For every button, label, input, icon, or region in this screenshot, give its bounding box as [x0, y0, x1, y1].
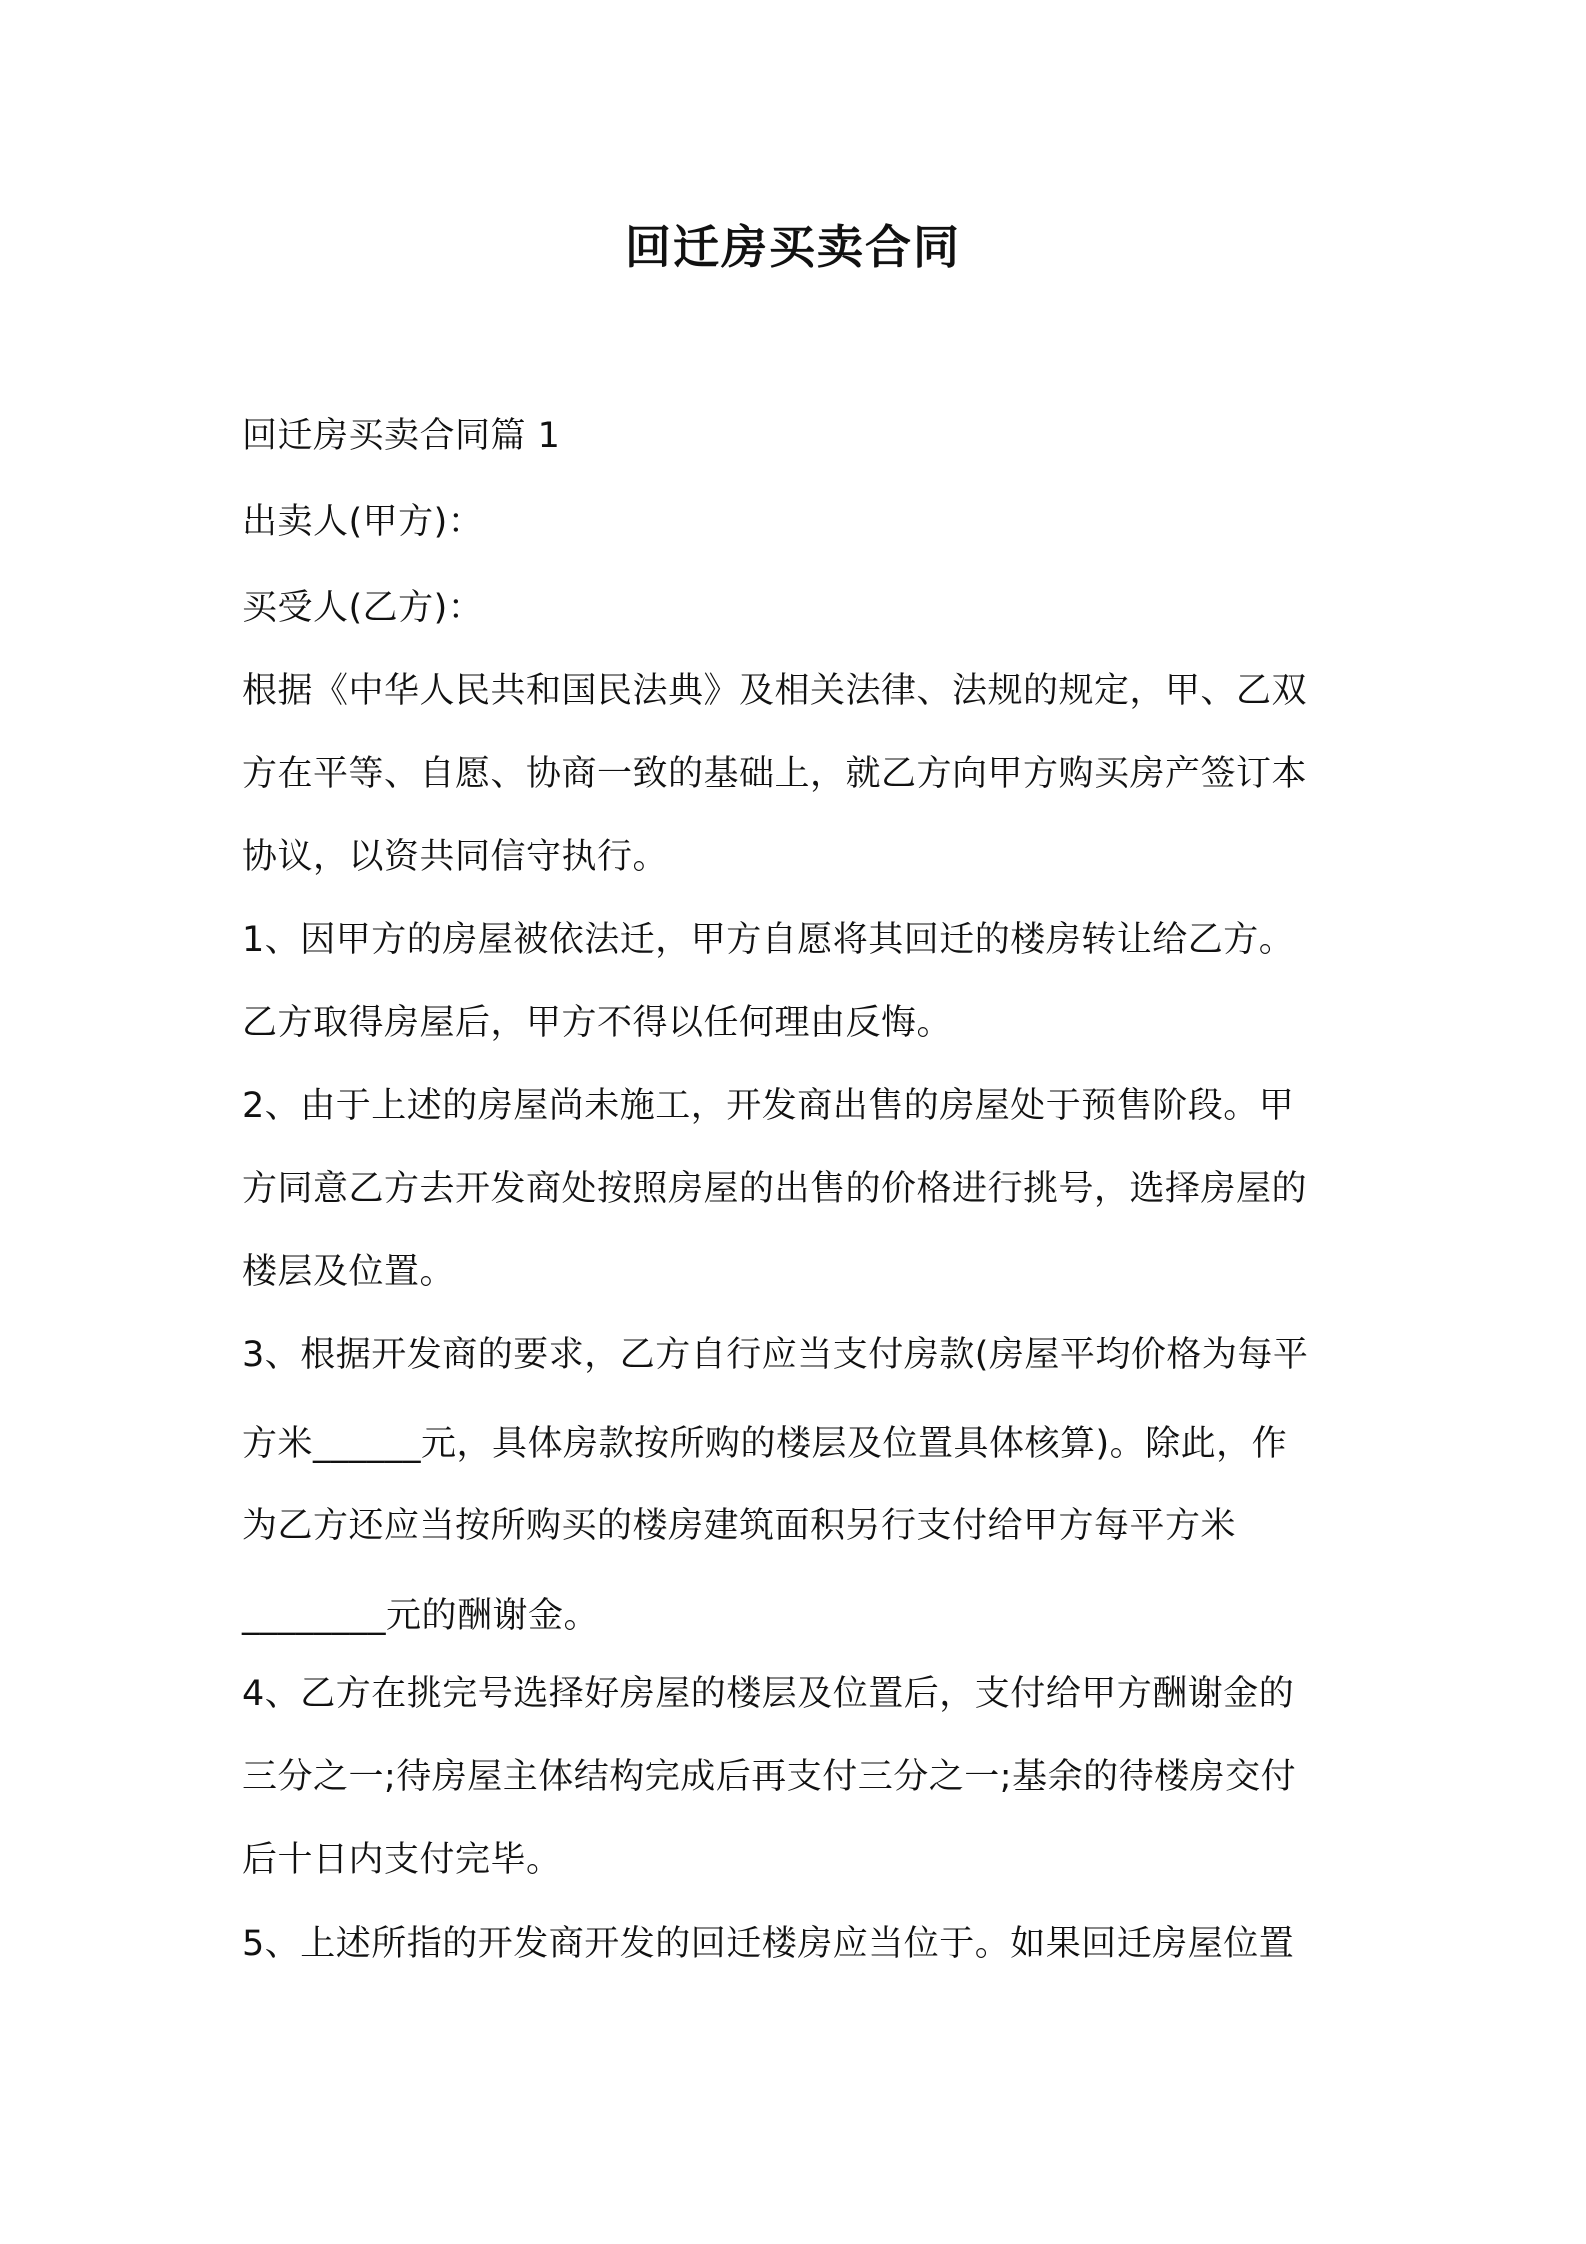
clause-4-line: 4、乙方在挑完号选择好房屋的楼层及位置后，支付给甲方酬谢金的 [242, 1674, 1295, 1714]
body-text-line: 协议，以资共同信守执行。 [242, 837, 669, 877]
clause-3-line: 为乙方还应当按所购买的楼房建筑面积另行支付给甲方每平方米 [242, 1506, 1237, 1546]
clause-2-line: 楼层及位置。 [242, 1252, 456, 1292]
clause-1-line: 乙方取得房屋后，甲方不得以任何理由反悔。 [242, 1003, 953, 1043]
clause-3-line: 方米______元，具体房款按所购的楼层及位置具体核算)。除此，作 [242, 1424, 1288, 1464]
clause-2-line: 方同意乙方去开发商处按照房屋的出售的价格进行挑号，选择房屋的 [242, 1169, 1308, 1209]
seller-line: 出卖人(甲方)： [242, 502, 484, 542]
clause-5-line: 5、上述所指的开发商开发的回迁楼房应当位于。如果回迁房屋位置 [242, 1924, 1295, 1964]
document-title: 回迁房买卖合同 [625, 220, 961, 274]
clause-4-line: 三分之一;待房屋主体结构完成后再支付三分之一;基余的待楼房交付 [242, 1757, 1297, 1797]
clause-2-line: 2、由于上述的房屋尚未施工，开发商出售的房屋处于预售阶段。甲 [242, 1086, 1295, 1126]
body-text-line: 根据《中华人民共和国民法典》及相关法律、法规的规定，甲、乙双 [242, 671, 1308, 711]
body-text-line: 方在平等、自愿、协商一致的基础上，就乙方向甲方购买房产签订本 [242, 754, 1308, 794]
clause-1-line: 1、因甲方的房屋被依法迁，甲方自愿将其回迁的楼房转让给乙方。 [242, 920, 1295, 960]
section-heading: 回迁房买卖合同篇 1 [242, 416, 561, 456]
clause-3-line: ________元的酬谢金。 [242, 1596, 600, 1636]
buyer-line: 买受人(乙方)： [242, 588, 484, 628]
clause-4-line: 后十日内支付完毕。 [242, 1840, 562, 1880]
clause-3-line: 3、根据开发商的要求，乙方自行应当支付房款(房屋平均价格为每平 [242, 1335, 1309, 1375]
